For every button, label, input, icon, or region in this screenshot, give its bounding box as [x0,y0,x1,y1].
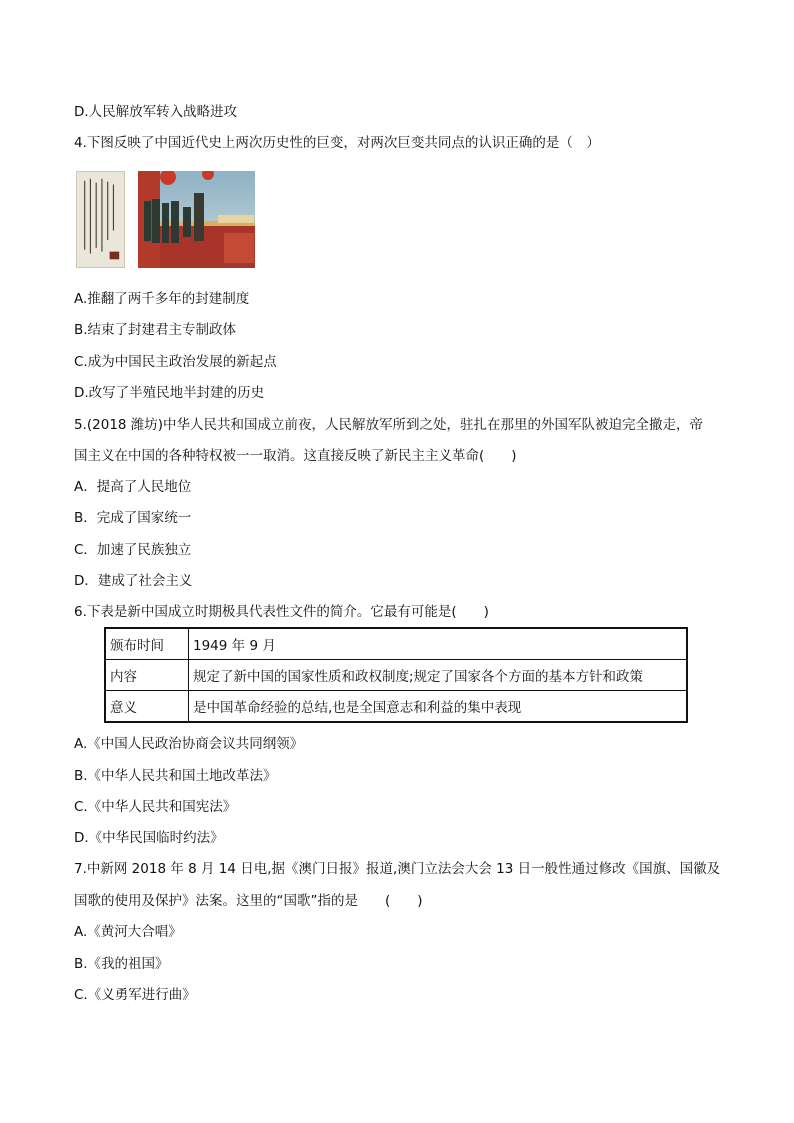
table-key-significance: 意义 [105,691,189,723]
q4-images [76,171,256,269]
q4-option-b: B.结束了封建君主专制政体 [74,322,237,338]
q7-stem-line2: 国歌的使用及保护》法案。这里的“国歌”指的是 ( ) [74,893,423,909]
q5-option-a: A．提高了人民地位 [74,479,192,495]
q6-stem: 6.下表是新中国成立时期极具代表性文件的简介。它最有可能是( ) [74,604,489,620]
table-key-content: 内容 [105,660,189,691]
table-key-date: 颁布时间 [105,628,189,660]
q6-option-b: B.《中华人民共和国土地改革法》 [74,768,277,784]
q4-option-d: D.改写了半殖民地半封建的历史 [74,385,265,401]
q7-option-c: C.《义勇军进行曲》 [74,987,196,1003]
q5-option-d: D．建成了社会主义 [74,573,193,589]
q6-option-a: A.《中国人民政治协商会议共同纲领》 [74,736,304,752]
q7-option-a: A.《黄河大合唱》 [74,924,182,940]
q5-option-b: B．完成了国家统一 [74,510,192,526]
q3-option-d: D.人民解放军转入战略进攻 [74,104,238,120]
q6-option-c: C.《中华人民共和国宪法》 [74,799,237,815]
manuscript-image [76,171,125,268]
q6-document-table [104,627,688,723]
q4-option-c: C.成为中国民主政治发展的新起点 [74,354,277,370]
q5-stem-line1: 5.(2018 潍坊)中华人民共和国成立前夜，人民解放军所到之处，驻扎在那里的外国军队被迫完全撤走，帝 [74,417,704,433]
founding-ceremony-painting [138,171,255,268]
q5-option-c: C．加速了民族独立 [74,542,192,558]
table-row [105,660,687,691]
q5-stem-line2: 国主义在中国的各种特权被一一取消。这直接反映了新民主主义革命( ) [74,448,517,464]
q4-stem: 4.下图反映了中国近代史上两次历史性的巨变，对两次巨变共同点的认识正确的是（ ） [74,135,600,151]
table-value-content: 规定了新中国的国家性质和政权制度;规定了国家各个方面的基本方针和政策 [189,660,688,691]
table-row [105,628,687,660]
q7-stem-line1: 7.中新网 2018 年 8 月 14 日电,据《澳门日报》报道,澳门立法会大会 13 日一般性通过修改《国旗、国徽及 [74,861,721,877]
table-value-date: 1949 年 9 月 [189,628,688,660]
table-value-significance: 是中国革命经验的总结,也是全国意志和利益的集中表现 [189,691,688,723]
q7-option-b: B.《我的祖国》 [74,956,169,972]
table-row [105,691,687,723]
q6-option-d: D.《中华民国临时约法》 [74,830,224,846]
q4-option-a: A.推翻了两千多年的封建制度 [74,291,250,307]
